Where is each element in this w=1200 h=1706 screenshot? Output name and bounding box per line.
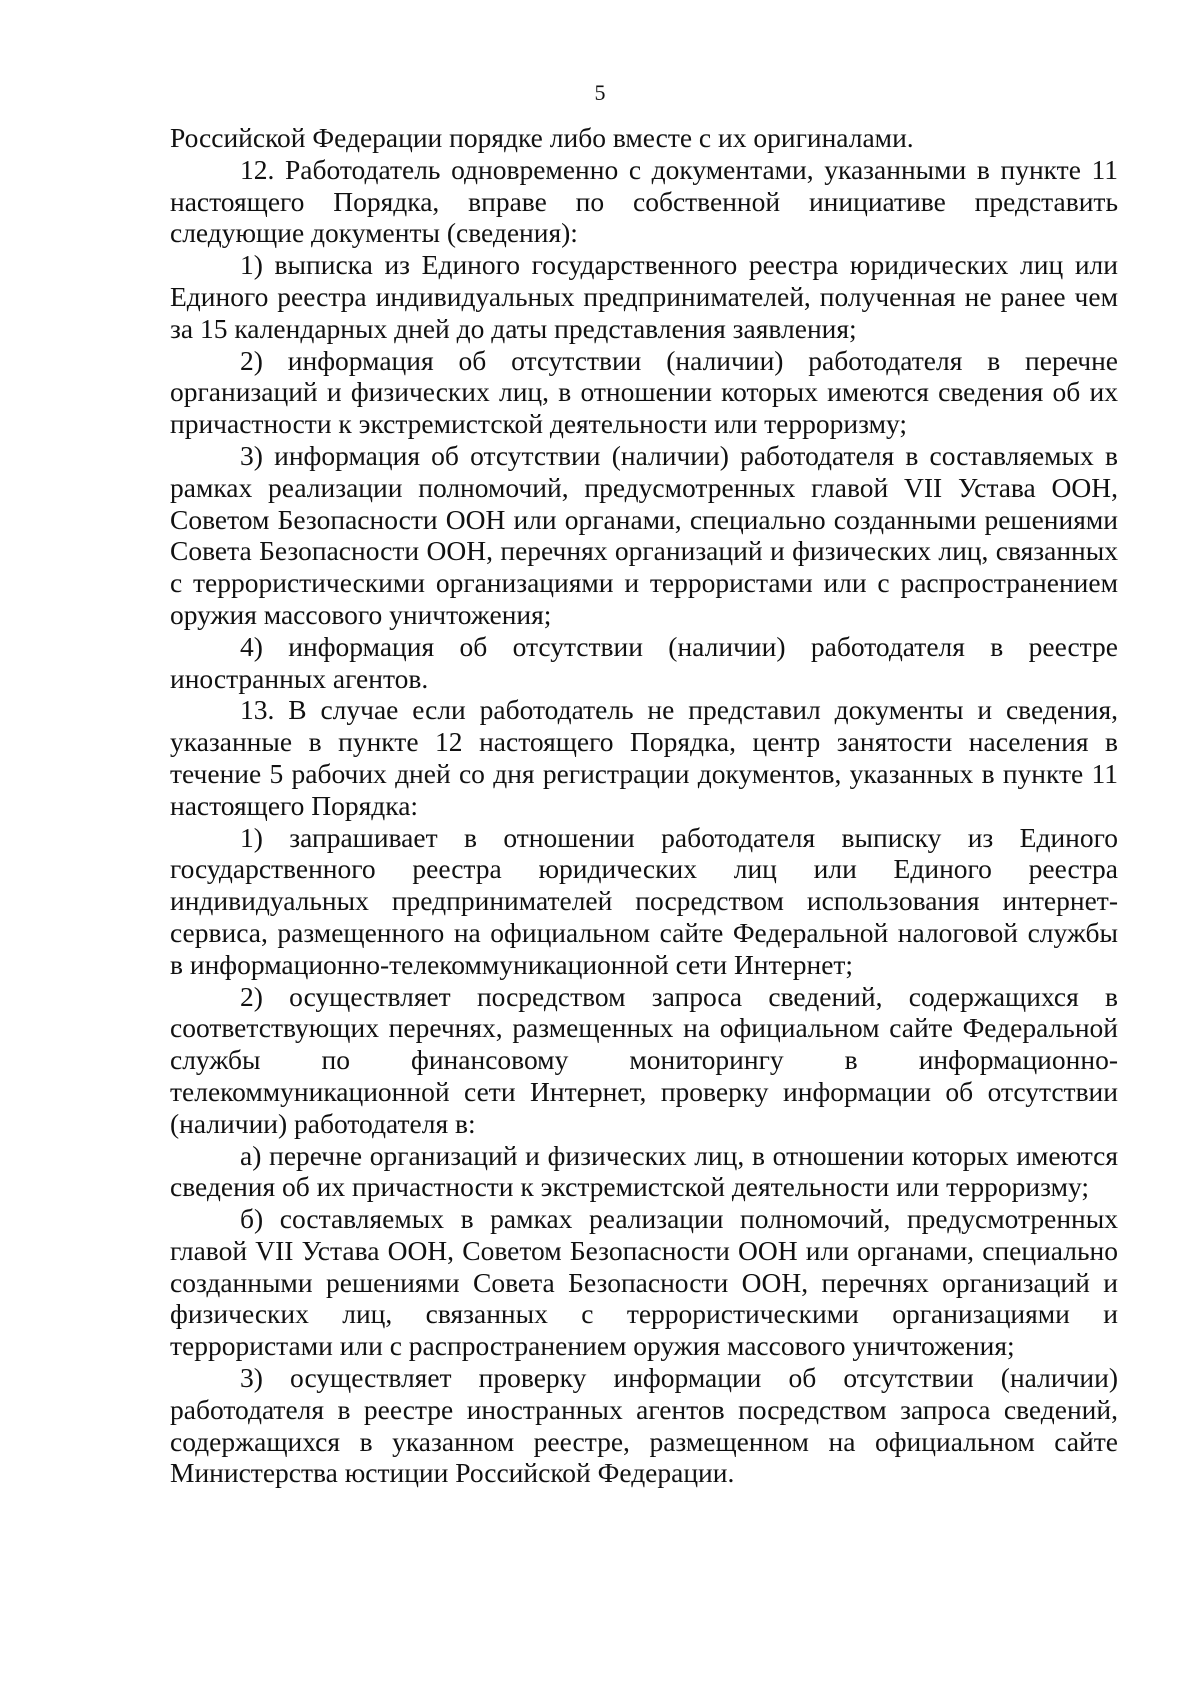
paragraph-item-13-1: 1) запрашивает в отношении работодателя выписку из Единого государственного реестра юридических лиц или Единого реестра индивидуальных предпринимателей посредством использования интернет-сервиса, размещенного на официальном сайте Федеральной налоговой службы в информационно-телекоммуникационной сети Интернет; (170, 821, 1118, 980)
paragraph-item-13-2-a: а) перечне организаций и физических лиц, в отношении которых имеются сведения об их причастности к экстремистской деятельности или терроризму; (170, 1139, 1118, 1203)
page-number: 5 (594, 80, 606, 105)
paragraph-item-12: 12. Работодатель одновременно с документами, указанными в пункте 11 настоящего Порядка, вправе по собственной инициативе представить следующие документы (сведения): (170, 153, 1118, 249)
document-body (170, 122, 1118, 1489)
paragraph-item-12-3: 3) информация об отсутствии (наличии) работодателя в составляемых в рамках реализации полномочий, предусмотренных главой VII Устава ООН, Советом Безопасности ООН или органами, специально созданными решениями Совета Безопасности ООН, перечнях организаций и физических лиц, связанных с террористическими организациями и террористами или с распространением оружия массового уничтожения; (170, 439, 1118, 630)
paragraph-item-13-2: 2) осуществляет посредством запроса сведений, содержащихся в соответствующих перечнях, размещенных на официальном сайте Федеральной службы по финансовому мониторингу в информационно-телекоммуникационной сети Интернет, проверку информации об отсутствии (наличии) работодателя в: (170, 980, 1118, 1139)
paragraph-item-13-3: 3) осуществляет проверку информации об отсутствии (наличии) работодателя в реестре иностранных агентов посредством запроса сведений, содержащихся в указанном реестре, размещенном на официальном сайте Министерства юстиции Российской Федерации. (170, 1362, 1118, 1489)
paragraph-item-12-4: 4) информация об отсутствии (наличии) работодателя в реестре иностранных агентов. (170, 630, 1118, 694)
paragraph-item-12-2: 2) информация об отсутствии (наличии) работодателя в перечне организаций и физических лиц, в отношении которых имеются сведения об их причастности к экстремистской деятельности или терроризму; (170, 344, 1118, 440)
paragraph-continuation: Российской Федерации порядке либо вместе с их оригиналами. (170, 122, 914, 153)
paragraph-item-12-1: 1) выписка из Единого государственного реестра юридических лиц или Единого реестра индивидуальных предпринимателей, полученная не ранее чем за 15 календарных дней до даты представления заявления; (170, 249, 1118, 344)
paragraph-item-13: 13. В случае если работодатель не представил документы и сведения, указанные в пункте 12 настоящего Порядка, центр занятости населения в течение 5 рабочих дней со дня регистрации документов, указанных в пункте 11 настоящего Порядка: (170, 694, 1118, 821)
paragraph-item-13-2-b: б) составляемых в рамках реализации полномочий, предусмотренных главой VII Устава ООН, Советом Безопасности ООН или органами, специально созданными решениями Совета Безопасности ООН, перечнях организаций и физических лиц, связанных с террористическими организациями и террористами или с распространением оружия массового уничтожения; (170, 1203, 1118, 1362)
